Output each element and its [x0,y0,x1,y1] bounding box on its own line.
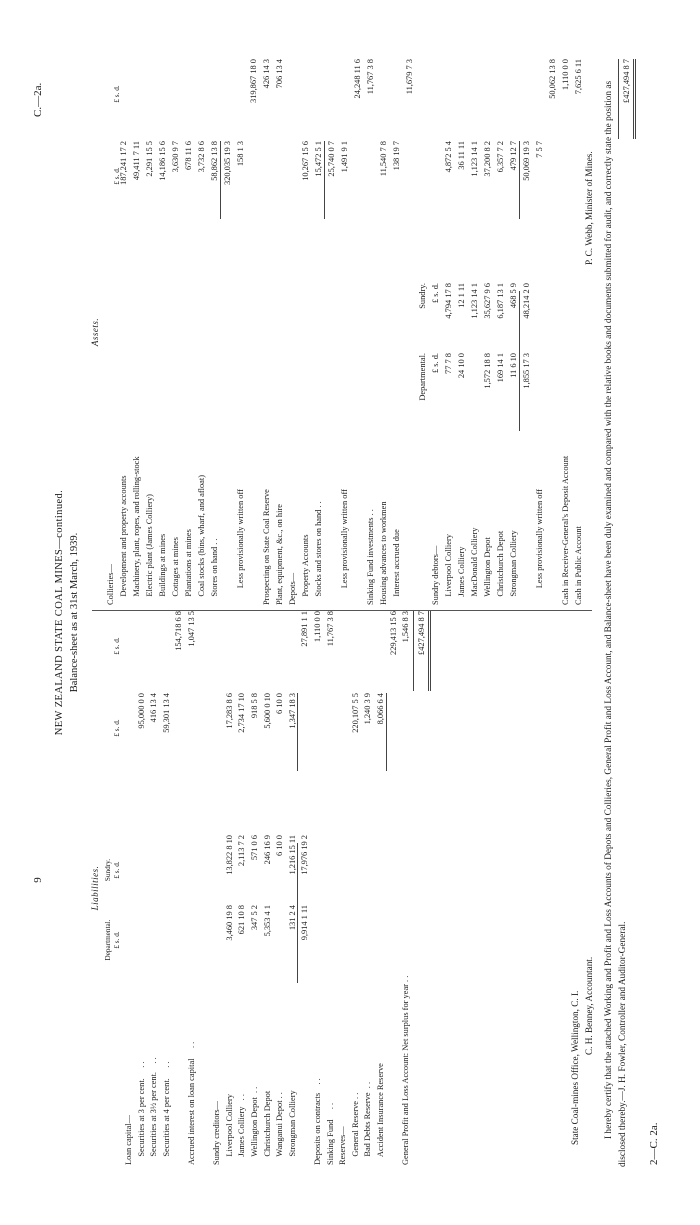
amount-c4: 50,062 13 8 [548,59,557,99]
table-row [324,611,337,1165]
table-row [481,59,494,605]
running-title: NEW ZEALAND STATE COAL MINES—continued. [54,489,65,736]
row-label: Plant, equipment, &c., on hire [275,504,284,605]
table-row [104,59,117,605]
amount-c3: 158 1 3 [236,141,245,167]
rule-line [633,59,634,139]
amount-c3: 10,267 15 6 [301,141,310,181]
table-row [221,59,234,605]
row-label: Buildings at mines [158,533,167,605]
amount-c1: 24 10 0 [457,353,466,379]
amount-c3: 59,301 13 4 [161,693,171,733]
row-label: Wellington Depot [483,537,492,605]
amount-c2: 48,214 2 0 [522,283,531,319]
amount-c1: 3,460 19 8 [224,905,234,941]
table-row [247,59,260,605]
amount-c3: 1,240 3 9 [363,693,373,725]
amount-c2: 35,627 9 6 [483,283,492,319]
amount-c3: 14,186 15 6 [158,141,167,181]
table-row [403,59,416,605]
row-label: Stores on hand . . [210,538,219,605]
row-label: Electric plant (James Colliery) [145,494,154,605]
row-label: Sundry debtors— [431,545,440,605]
table-row [299,59,312,605]
table-row [172,611,185,1165]
table-row [135,611,148,1165]
row-label: Stocks and stores on hand . . [314,501,323,605]
rule-line [386,693,387,771]
table-row [338,59,351,605]
row-label: Wanganui Depot . . [275,1092,285,1165]
row-label: Loan capital— [124,1115,133,1165]
amount-c3: 25,740 0 7 [327,141,336,177]
row-label: Less provisionally written off [236,489,245,605]
row-label: Reserves— [338,1126,348,1165]
row-label: James Colliery [457,546,466,605]
amount-c2: 12 1 11 [457,283,466,308]
amount-c1: Departmental. [418,353,427,401]
amount-c3: 37,200 8 2 [483,141,492,177]
amount-c3: 17,283 8 6 [224,693,234,729]
row-label: Plantations at mines [184,529,193,605]
table-row [364,59,377,605]
amount-c2: 2,113 7 2 [237,835,247,867]
table-row [349,611,362,1165]
table-row [286,59,299,605]
amount-c4: 7,625 6 11 [574,59,583,95]
amount-c3: 320,035 19 3 [223,141,232,185]
amount-c1: 131 2 4 [287,905,297,931]
table-row [160,611,173,1165]
amount-c1: 169 14 1 [496,353,505,383]
amount-c3: 49,411 7 11 [132,141,141,181]
amount-c3: 3,630 9 7 [171,141,180,173]
amount-c3: 1,491 9 1 [340,141,349,173]
amount-c1: 621 10 8 [237,905,247,935]
office-address: State Coal-mines Office, Wellington, C. I. [570,990,580,1145]
amount-c2: 4,794 17 8 [444,283,453,319]
amount-c3: 2,734 17 10 [237,693,247,733]
table-row [223,611,236,1165]
table-row [234,59,247,605]
amount-c3: 15,472 5 1 [314,141,323,177]
row-label: Depots— [288,572,297,605]
colhead-sundry-units: £ s. d. [113,861,121,879]
balance-sheet-subtitle: Balance-sheet as at 31st March, 1939. [69,532,80,693]
row-label: Wellington Depot . . [250,1086,259,1165]
rule-line [519,291,520,431]
row-label: Less provisionally written off [340,489,349,605]
amount-c4: 706 13 4 [275,59,284,89]
table-row [235,611,248,1165]
amount-c3: 138 19 7 [392,141,401,171]
amount-c4: 11,767 3 8 [325,611,335,647]
assets-total: £427,494 8 7 [622,59,631,103]
amount-c4: 319,867 18 0 [249,59,258,103]
amount-c1: 11 6 10 [509,353,518,378]
amount-c3: 6 10 0 [275,693,285,714]
table-row [273,611,286,1165]
table-row [351,59,364,605]
amount-c4: 27,891 1 1 [300,611,310,647]
table-row [361,611,374,1165]
colhead-c3: £ s. d. [113,719,121,737]
amount-c4: 1,110 0 0 [313,611,322,643]
amount-c4: 229,413 15 6 [388,611,398,655]
row-label: Christchurch Depot [496,530,505,605]
amount-c2: 6,187 13 1 [496,283,505,319]
amount-c4: 1,110 0 0 [561,59,570,91]
amount-c1: 347 5 2 [250,905,259,931]
table-row [122,611,135,1165]
row-label: Accident Insurance Reserve [376,1063,385,1165]
row-label: Coal stocks (bins, wharf, and afloat) [197,474,206,605]
amount-c4: 11,679 7 3 [405,59,414,95]
table-row [273,59,286,605]
table-row [260,59,273,605]
amount-c2: Sundry. [418,283,427,309]
row-label: Interest accrued due [392,529,401,605]
amount-c3: 4,872 5 4 [444,141,453,173]
rule-line [430,611,431,691]
amount-c1: 1,572 18 8 [483,353,492,389]
amount-c2: 1,123 14 1 [470,283,479,319]
table-row [298,611,311,1165]
liabilities-total: £427,494 8 7 [417,611,426,655]
table-row [182,59,195,605]
amount-c3: 220,107 5 5 [350,693,360,733]
assets-colhead-c3: £ s. d. [113,167,121,185]
table-row [387,611,400,1165]
rule-line [413,611,414,691]
row-label: Bad Debts Reserve . . [363,1081,373,1165]
table-row [429,59,442,605]
row-label: Development and property accounts [119,475,128,605]
row-label: Less provisionally written off [535,489,544,605]
amount-c2: 468 5 9 [509,283,518,309]
amount-c2: £ s. d. [431,283,440,304]
colhead-dept: Departmental. [104,919,112,961]
colhead-sundry: Sundry. [104,858,112,882]
amount-c4: 426 14 3 [262,59,271,89]
amount-c2: 17,976 19 2 [300,835,310,875]
row-label: Cash in Receiver-General's Deposit Account [561,455,570,605]
amount-c3: 3,732 8 6 [197,141,206,173]
row-label: Property Accounts [301,534,310,605]
amount-c2: 13,822 8 10 [224,835,234,875]
row-label: General Profit and Loss Account: Net surplus for year . . [401,975,411,1165]
table-row [117,59,130,605]
amount-c3: 479 12 7 [509,141,518,171]
amount-c2: 246 16 9 [262,835,272,865]
row-label: Housing advances to workmen [379,501,388,605]
row-label: Machinery, plant, ropes, and rolling-stock [132,456,141,605]
page-code-left: 2—C. 2a. [648,1122,660,1165]
table-row [210,611,223,1165]
amount-c3: 5,600 0 10 [262,693,272,729]
table-row [494,59,507,605]
rule-line [297,693,298,771]
table-row [143,59,156,605]
row-label: Collieries— [106,564,115,605]
amount-c1: 1,855 17 3 [522,353,531,389]
row-label: Liverpool Colliery [444,534,453,605]
row-label: Christchurch Depot [262,1090,272,1165]
amount-c4: 24,248 11 6 [353,59,362,99]
amount-c1: 77 7 8 [444,353,453,374]
row-label: James Colliery . . [237,1094,247,1165]
assets-heading: Assets. [90,317,100,347]
row-label: Sinking Fund investments . . [366,509,375,605]
liabilities-heading: Liabilities. [90,865,100,911]
amount-c3: 918 5 8 [250,693,259,719]
rule-line [324,141,325,219]
rule-line [297,843,298,983]
amount-c4: 1,047 13 5 [187,611,196,647]
table-row [533,59,546,605]
table-row [546,59,559,605]
row-label: Accrued interest on loan capital . . [187,1041,196,1165]
table-row [195,59,208,605]
amount-c4: 1,546 8 3 [401,611,411,643]
table-row [248,611,261,1165]
amount-c3: 95,000 0 0 [136,693,146,729]
row-label: MacDonald Colliery [470,527,479,605]
amount-c3: 2,291 15 5 [145,141,154,177]
row-label: Cash in Public Account [574,526,583,605]
page-code-right: C.—2a. [32,82,44,117]
liabilities-total-row [415,611,428,1165]
colhead-dept-units: £ s. d. [113,931,121,949]
row-label: Securities at 3½ per cent. . . [149,1057,159,1165]
row-label: Prospecting on State Coal Reserve [262,489,271,605]
row-label: Strongman Colliery [287,1090,297,1165]
rule-line [428,611,429,691]
table-row [198,611,211,1165]
row-label: Cottages at mines [171,537,180,605]
table-row [185,611,198,1165]
page-number: 9 [32,877,44,883]
amount-c1: 5,353 4 1 [262,905,272,937]
table-row [455,59,468,605]
table-row [169,59,182,605]
amount-c4: 154,718 6 8 [174,611,184,651]
audit-certificate: I hereby certify that the attached Working and Profit and Loss Accounts of Depots and Collieries, General Profit and Loss Account, and Balance-sheet have been duly examined and compared with the relative books and documents submitted for audit, and correctly state the position as disclosed thereby.—J. H. Fowler, Controller and Auditor-General. [604,80,628,1167]
row-label: Sinking Fund . . [325,1102,335,1165]
row-label: Liverpool Colliery [224,1094,234,1165]
table-row [468,59,481,605]
amount-c1: 9,914 1 11 [300,905,310,941]
amount-c3: 416 13 4 [149,693,159,723]
table-row [520,59,533,605]
amount-c2: 571 0 6 [250,835,259,861]
table-row [377,59,390,605]
row-label: Sundry creditors— [212,1101,222,1165]
amount-c3: 36 11 11 [457,141,466,170]
amount-c3: 7 5 7 [535,141,544,158]
amount-c2: 6 10 0 [275,835,285,856]
minister-signature: P. C. Webb, Minister of Mines. [584,151,594,265]
amount-c3: 50,069 19 3 [522,141,531,181]
table-row [147,611,160,1165]
amount-c3: 187,241 17 2 [119,141,128,185]
amount-c3: 58,862 13 8 [210,141,219,181]
table-row [261,611,274,1165]
table-row [442,59,455,605]
rule-line [519,141,520,219]
row-label: Securities at 3 per cent. . . [136,1061,146,1165]
amount-c1: £ s. d. [431,353,440,374]
colhead-c4: £ s. d. [113,637,121,655]
accountant-signature: C. H. Benney, Accountant. [584,956,594,1055]
row-label: Deposits on contracts . . [313,1078,322,1165]
amount-c3: 8,066 6 4 [376,693,385,725]
table-row [325,59,338,605]
row-label: Strongman Colliery [509,530,518,605]
amount-c3: 6,357 7 2 [496,141,505,173]
amount-c3: 678 11 6 [184,141,193,171]
table-row [156,59,169,605]
rule-line [220,141,221,219]
row-label: Securities at 4 per cent. . . [161,1061,171,1165]
table-row [390,59,403,605]
amount-c2: 1,216 15 11 [287,835,297,875]
table-row [559,59,572,605]
table-row [399,611,412,1165]
table-row [311,611,324,1165]
amount-c3: 1,123 14 1 [470,141,479,177]
table-row [416,59,429,605]
amount-c3: 11,540 7 8 [379,141,388,177]
row-label: General Reserve . . [350,1092,360,1165]
amount-c3: 1,347 18 3 [287,693,297,729]
table-row [572,59,585,605]
amount-c4: 11,767 3 8 [366,59,375,95]
assets-colhead-c4: £ s. d. [113,85,121,103]
table-row [336,611,349,1165]
rule-line [635,59,636,139]
table-row [130,59,143,605]
